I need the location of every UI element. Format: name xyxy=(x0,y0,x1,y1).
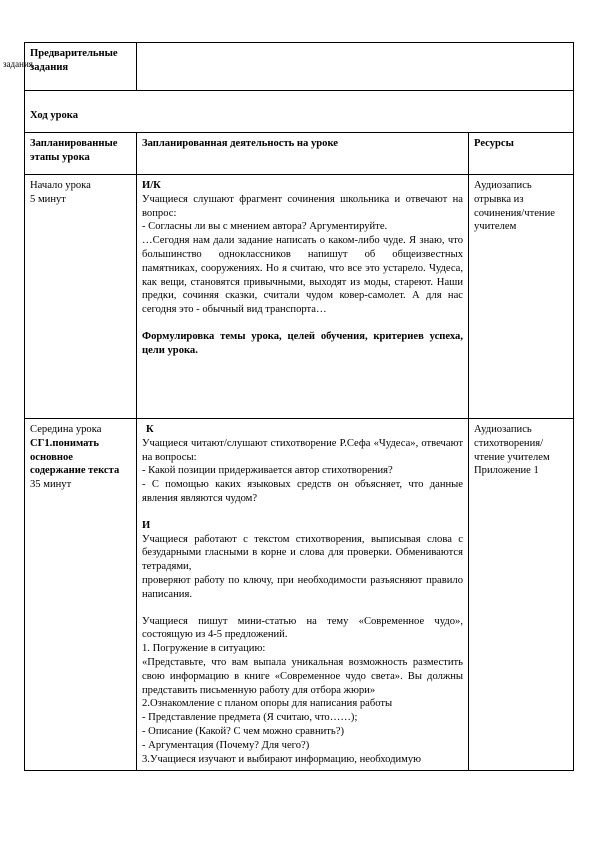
resources-cell xyxy=(469,419,574,771)
activity-text: проверяют работу по ключу, при необходимости разъясняют правило написания. xyxy=(142,574,463,600)
resources-text: Аудиозапись отрывка из сочинения/чтение учителем xyxy=(474,180,555,233)
activity-text: Учащиеся пишут мини-статью на тему «Современное чудо», состоящую из 4-5 предложений. xyxy=(142,615,463,641)
mode-label: И/К xyxy=(142,180,161,191)
activity-text: 3.Учащиеся изучают и выбирают информацию, необходимую xyxy=(142,753,422,765)
stage-cell xyxy=(25,419,137,771)
lesson-heading-row xyxy=(25,91,574,133)
appendix-text: Приложение 1 xyxy=(474,465,539,477)
activity-text: Учащиеся работают с текстом стихотворения, выписывая слова с безударными гласными в корне и слова для проверки. Обмениваются тетрадями, xyxy=(142,533,463,573)
resources-text: Аудиозапись стихотворения/чтение учителем xyxy=(474,424,550,463)
prelim-row xyxy=(25,43,574,91)
activity-text: - С помощью каких языковых средств он объясняет, что данные явления являются чудом? xyxy=(142,479,463,504)
lesson-plan-table xyxy=(24,42,574,771)
side-label: задания xyxy=(3,59,33,69)
prelim-label: Предварительные задания xyxy=(25,43,137,91)
mode-label: И xyxy=(142,519,151,531)
activity-text: «Представьте, что вам выпала уникальная возможность разместить свою информацию в книге «Современное чудо света». Вы должны представить письменную работу для отбора жюри» xyxy=(142,656,463,696)
activity-text: 1. Погружение в ситуацию: xyxy=(142,643,266,655)
activity-text: …Сегодня нам дали задание написать о каком-либо чуде. Я знаю, что большинство одноклассников напишут об общеизвестных памятниках, сооружениях. Но я считаю, что все это устарело. Чудеса, как вещи, становятся привычными, выходят из моды, стареют. Наши предки, сочиняя сказки, считали чудом ковер-самолет. А для нас сегодня это - обычный вид транспорта… xyxy=(142,235,463,316)
activity-text: Учащиеся читают/слушают стихотворение Р.Сефа «Чудеса», отвечают на вопросы: xyxy=(142,437,463,463)
prelim-content xyxy=(137,43,574,91)
header-resources: Ресурсы xyxy=(469,133,574,175)
activity-text: 2.Ознакомление с планом опоры для написания работы xyxy=(142,698,393,710)
mode-label: К xyxy=(146,424,154,435)
row-lesson-start xyxy=(25,175,574,419)
stage-time: 35 минут xyxy=(30,479,72,491)
header-stages: Запланированные этапы урока xyxy=(25,133,137,175)
stage-objective: СГ1.понимать основное содержание текста xyxy=(30,437,120,477)
activity-cell xyxy=(137,175,469,419)
lesson-heading: Ход урока xyxy=(25,91,574,133)
activity-text: - Описание (Какой? С чем можно сравнить?) xyxy=(142,725,344,737)
resources-cell xyxy=(469,175,574,419)
stage-name: Середина урока xyxy=(30,424,102,435)
activity-text: - Представление предмета (Я считаю, что……); xyxy=(142,712,358,724)
activity-text: - Согласны ли вы с мнением автора? Аргументируйте. xyxy=(142,221,388,233)
activity-text: - Какой позиции придерживается автор стихотворения? xyxy=(142,465,393,477)
header-row xyxy=(25,133,574,175)
stage-time: 5 минут xyxy=(30,193,66,205)
activity-text: - Аргументация (Почему? Для чего?) xyxy=(142,739,310,751)
activity-text: Учащиеся слушают фрагмент сочинения школьника и отвечают на вопрос: xyxy=(142,193,463,219)
stage-name: Начало урока xyxy=(30,180,91,191)
header-activity: Запланированная деятельность на уроке xyxy=(137,133,469,175)
lesson-goals-text: Формулировка темы урока, целей обучения, критериев успеха, цели урока. xyxy=(142,330,463,356)
activity-cell xyxy=(137,419,469,771)
stage-cell xyxy=(25,175,137,419)
row-lesson-middle xyxy=(25,419,574,771)
